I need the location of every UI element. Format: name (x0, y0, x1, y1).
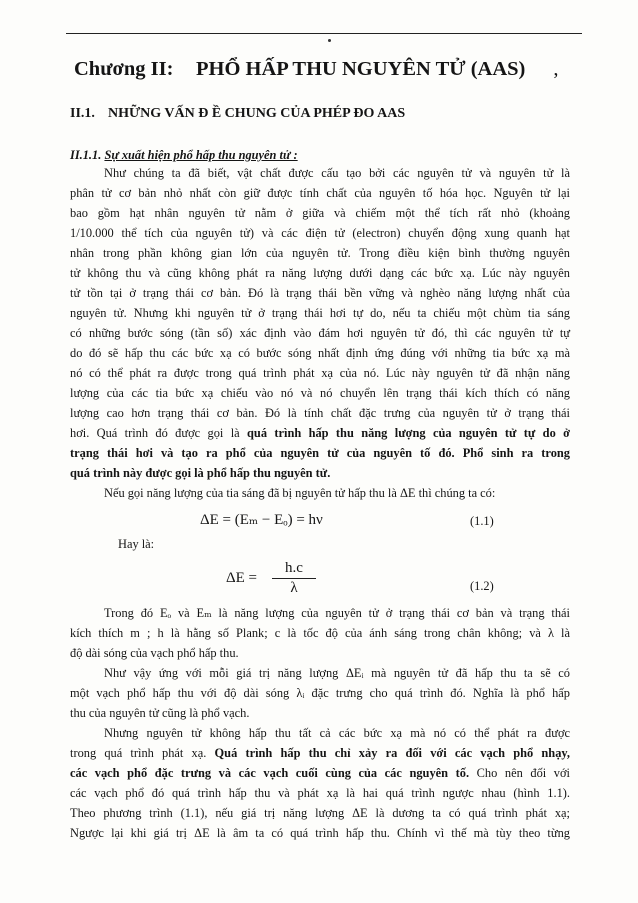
text-line: độ dài sóng của vạch phổ hấp thu. (70, 646, 239, 660)
chapter-title: PHỔ HẤP THU NGUYÊN TỬ (AAS) (196, 58, 526, 80)
bold-text: các vạch phổ đặc trưng và các vạch cuối cùng của các nguyên tố. (70, 766, 470, 780)
text-line: bao gồm hạt nhân nguyên tử nằm ở giữa và chiếm một thể tích rất nhỏ (khoảng (70, 206, 570, 220)
bold-line: trạng thái hơi và tạo ra phổ của nguyên tử của nguyên tố đó. Phổ sinh ra trong (70, 446, 570, 460)
subsection-title: Sự xuất hiện phổ hấp thu nguyên tử : (104, 148, 298, 162)
text-line (70, 763, 570, 783)
text-line: do đó sẽ hấp thu các bức xạ có bước sóng nhất định ứng đúng với những tia bức xạ mà (70, 346, 570, 360)
equation-2-numerator: h.c (272, 560, 316, 579)
text-line: Trong đó Eₒ và Eₘ là năng lượng của nguyên tử ở trạng thái cơ bản và trạng thái (104, 606, 570, 620)
section-title: NHỮNG VẤN Đ Ề CHUNG CỦA PHÉP ĐO AAS (108, 106, 406, 121)
scan-dot (328, 39, 331, 42)
equation-intro: Nếu gọi năng lượng của tia sáng đã bị nguyên tử hấp thu là ΔE thì chúng ta có: (104, 486, 496, 500)
text-line (70, 423, 570, 443)
bold-text: quá trình hấp thu năng lượng của nguyên tử tự do ở (247, 426, 570, 440)
text-line: kích thích m ; h là hằng số Plank; c là tốc độ của ánh sáng trong chân không; và λ là (70, 626, 570, 640)
equation-2-number: (1.2) (470, 579, 494, 593)
text-line: tử tồn tại ở trạng thái cơ bản. Đó là trạng thái bền vững và nghèo năng lượng nhất của (70, 286, 570, 300)
text-line: nó có thể phát ra được trong quá trình phát xạ của nó. Lúc này nguyên tử đã nhận năng (70, 366, 570, 380)
text-fragment: hơi. Quá trình đó được gọi là (70, 426, 248, 440)
text-line: lượng cao hơn trạng thái cơ bản. Đó là tính chất đặc trưng của nguyên tử ở trạng thái (70, 406, 570, 420)
chapter-heading (74, 58, 558, 81)
equation-2-fraction (272, 560, 316, 597)
text-line: Như vậy ứng với mỗi giá trị năng lượng ΔEᵢ mà nguyên tử đã hấp thu ta sẽ có (104, 666, 570, 680)
text-line: Như chúng ta đã biết, vật chất được cấu tạo bởi các nguyên tử và nguyên tử là (104, 166, 570, 180)
top-rule (66, 33, 582, 34)
section-number: II.1. (70, 106, 95, 121)
chapter-mark: , (553, 58, 559, 80)
text-line (70, 743, 570, 763)
section-heading (70, 106, 405, 122)
text-line: nhân trong phần không gian lớn của nguyên tử. Trong điều kiện bình thường nguyên (70, 246, 570, 260)
text-line: thu của nguyên tử cũng là phổ vạch. (70, 706, 250, 720)
equation-2-denominator: λ (290, 580, 298, 596)
text-line: 1/10.000 thể tích của nguyên tử) và các điện tử (electron) chuyển động xung quanh hạt (70, 226, 570, 240)
subsection-heading (70, 148, 298, 163)
paragraph-1 (70, 163, 570, 503)
text-line: một vạch phổ hấp thu với độ dài sóng λᵢ đặc trưng cho quá trình đó. Nghĩa là phổ hấp (70, 686, 570, 700)
text-line: tử không thu và cũng không phát ra năng lượng dưới dạng các bức xạ. Lúc này nguyên (70, 266, 570, 280)
text-fragment: Cho nên đối với (469, 766, 570, 780)
bold-text: Quá trình hấp thu chỉ xảy ra đối với các vạch phổ nhạy, (214, 746, 570, 760)
text-line: phân tử cơ bản nhỏ nhất còn giữ được tính chất của nguyên tố hóa học. Nguyên tử lại (70, 186, 570, 200)
equation-2-lhs: ΔE = (226, 570, 258, 586)
chapter-number: Chương II: (74, 58, 174, 80)
equation-1-number: (1.1) (470, 514, 494, 528)
text-line: Theo phương trình (1.1), nếu giá trị năng lượng ΔE là dương ta có quá trình phát xạ; (70, 806, 570, 820)
paragraph-2-4 (70, 603, 570, 843)
subsection-number: II.1.1. (70, 148, 102, 162)
text-line: lượng của các tia bức xạ chiếu vào nó và nó chuyển lên trạng thái kích thích có năng (70, 386, 570, 400)
text-line: nguyên tử. Nhưng khi nguyên tử ở trạng thái hơi tự do, nếu ta chiếu một chùm tia sáng (70, 306, 570, 320)
hay-la-label: Hay là: (118, 537, 155, 551)
text-line: Nhưng nguyên tử không hấp thu tất cả các bức xạ mà nó có thể phát ra được (104, 726, 570, 740)
text-line: có những bước sóng (tần số) xác định vào đám hơi nguyên tử đó, thì các nguyên tử tự (70, 326, 570, 340)
text-fragment: trong quá trình phát xạ. (70, 746, 215, 760)
equation-1: ΔE = (Eₘ − Eₒ) = hν (200, 512, 323, 528)
bold-line: quá trình này được gọi là phổ hấp thu nguyên tử. (70, 466, 331, 480)
text-line: các vạch phổ đó quá trình hấp thu và phát xạ là hai quá trình ngược nhau (hình 1.1). (70, 786, 570, 800)
text-line: Ngược lại khi giá trị ΔE là âm ta có quá trình hấp thu. Chính vì thế mà tùy theo từng (70, 826, 570, 840)
